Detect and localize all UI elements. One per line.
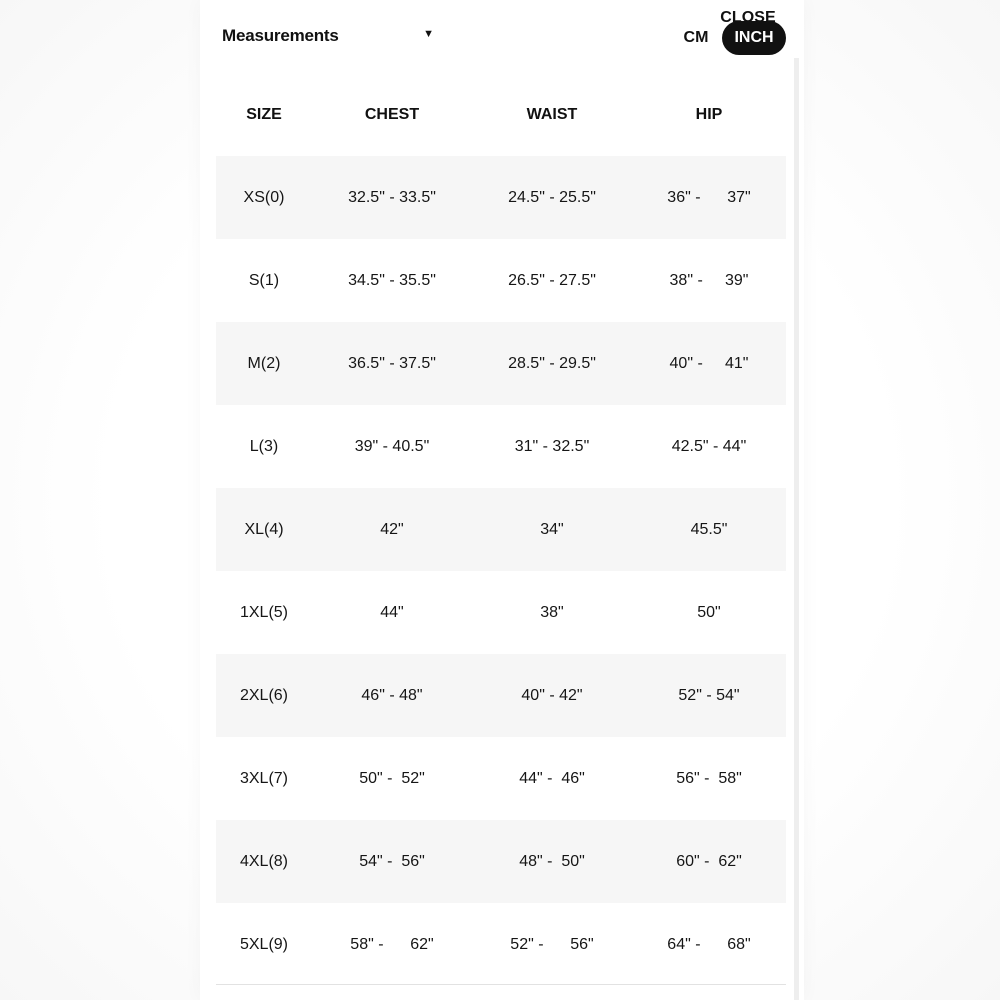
table-row xyxy=(216,737,786,820)
size-cell: S(1) xyxy=(248,271,280,289)
waist-cell: 31" - 32.5" xyxy=(514,437,590,455)
hip-cell: 40" - 41" xyxy=(669,354,749,372)
waist-cell: 24.5" - 25.5" xyxy=(508,188,596,206)
waist-cell: 34" xyxy=(540,520,564,538)
table-header-row xyxy=(216,74,786,156)
table-row xyxy=(216,239,786,322)
hip-cell: 56" - 58" xyxy=(676,769,742,787)
size-cell: 1XL(5) xyxy=(239,603,289,621)
chest-cell: 50" - 52" xyxy=(359,769,425,787)
hip-cell: 45.5" xyxy=(690,520,728,538)
unit-cm-option[interactable]: CM xyxy=(683,29,709,46)
waist-cell: 28.5" - 29.5" xyxy=(508,354,596,372)
table-row xyxy=(216,405,786,488)
chest-cell: 44" xyxy=(380,603,404,621)
column-header-hip: HIP xyxy=(695,106,723,123)
hip-cell: 50" xyxy=(697,603,721,621)
chest-cell: 39" - 40.5" xyxy=(354,437,430,455)
hip-cell: 64" - 68" xyxy=(667,935,751,953)
chest-cell: 46" - 48" xyxy=(361,686,423,704)
hip-cell: 42.5" - 44" xyxy=(671,437,747,455)
column-header-waist: WAIST xyxy=(526,106,578,123)
column-header-size: SIZE xyxy=(246,106,282,123)
size-cell: 5XL(9) xyxy=(239,935,289,953)
panel-scrollbar[interactable] xyxy=(794,58,799,1000)
waist-cell: 26.5" - 27.5" xyxy=(508,271,596,289)
table-row xyxy=(216,322,786,405)
waist-cell: 40" - 42" xyxy=(521,686,583,704)
size-cell: L(3) xyxy=(249,437,279,455)
measurements-dropdown[interactable] xyxy=(222,22,434,50)
table-row xyxy=(216,156,786,239)
caret-down-icon: ▼ xyxy=(423,28,434,40)
size-cell: XL(4) xyxy=(244,520,284,538)
size-cell: 3XL(7) xyxy=(239,769,289,787)
size-guide-panel xyxy=(200,0,804,1000)
size-cell: 2XL(6) xyxy=(239,686,289,704)
chest-cell: 42" xyxy=(380,520,404,538)
hip-cell: 60" - 62" xyxy=(676,852,742,870)
measurements-label: Measurements xyxy=(222,26,339,45)
size-cell: 4XL(8) xyxy=(239,852,289,870)
table-row xyxy=(216,488,786,571)
waist-cell: 38" xyxy=(540,603,564,621)
chest-cell: 32.5" - 33.5" xyxy=(348,188,436,206)
hip-cell: 52" - 54" xyxy=(678,686,740,704)
size-cell: XS(0) xyxy=(243,188,285,206)
unit-inch-option[interactable]: INCH xyxy=(722,21,786,55)
waist-cell: 48" - 50" xyxy=(519,852,585,870)
hip-cell: 36" - 37" xyxy=(667,188,751,206)
table-row xyxy=(216,571,786,654)
table-row xyxy=(216,820,786,903)
hip-cell: 38" - 39" xyxy=(669,271,749,289)
table-bottom-divider xyxy=(216,984,786,985)
waist-cell: 52" - 56" xyxy=(510,935,594,953)
table-row xyxy=(216,654,786,737)
chest-cell: 34.5" - 35.5" xyxy=(348,271,436,289)
size-cell: M(2) xyxy=(247,354,281,372)
column-header-chest: CHEST xyxy=(364,106,420,123)
size-guide-header xyxy=(200,0,804,72)
waist-cell: 44" - 46" xyxy=(519,769,585,787)
table-row xyxy=(216,903,786,986)
close-button[interactable]: CLOSE xyxy=(720,9,776,26)
chest-cell: 58" - 62" xyxy=(350,935,434,953)
size-chart-table xyxy=(216,74,786,986)
chest-cell: 36.5" - 37.5" xyxy=(348,354,436,372)
chest-cell: 54" - 56" xyxy=(359,852,425,870)
